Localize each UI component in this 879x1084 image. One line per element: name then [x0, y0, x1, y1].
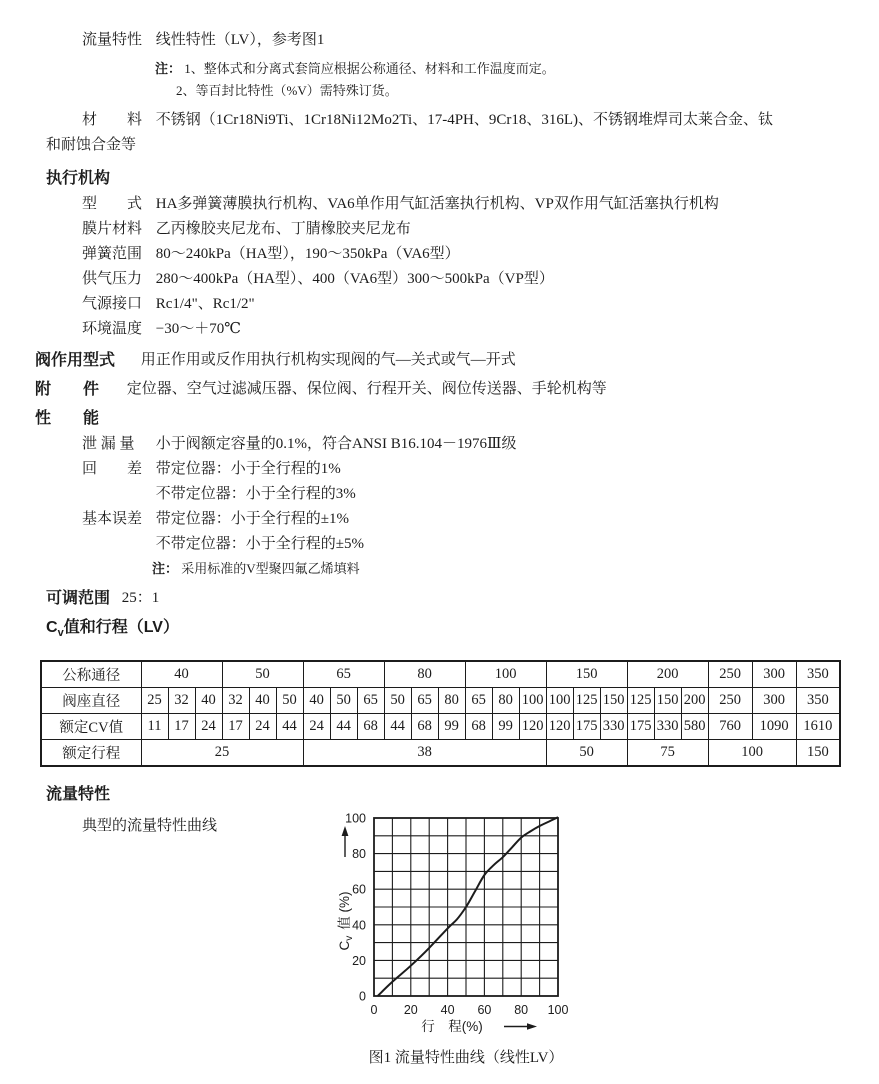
table-cell: 760 [708, 714, 752, 740]
table-cell: 1610 [796, 714, 840, 740]
y-tick-label: 0 [359, 989, 366, 1004]
table-cell: 80 [384, 661, 465, 688]
flow-characteristic-section [0, 781, 879, 1081]
accessories-row [0, 376, 879, 403]
spec-label: 环境温度 [82, 321, 143, 337]
row-header-cell: 公称通径 [41, 661, 141, 688]
table-cell: 125 [627, 688, 654, 714]
note-label: 注： [155, 61, 182, 76]
performance-row [0, 532, 879, 557]
table-cell: 99 [492, 714, 519, 740]
spec-value: 用正作用或反作用执行机构实现阀的气—关式或气—开式 [140, 352, 516, 368]
table-cell: 65 [411, 688, 438, 714]
performance-note [152, 557, 879, 581]
spec-label: 膜片材料 [82, 221, 143, 237]
note-text: 2、等百封比特性（%V）需特殊订货。 [176, 83, 398, 98]
performance-row [0, 482, 879, 507]
material-row [0, 108, 879, 133]
x-axis-label: 行 程(%) [421, 1019, 483, 1035]
x-tick-label: 0 [370, 1003, 378, 1018]
y-axis-label: $C_v$值 (%) [337, 891, 355, 951]
table-cell: 25 [141, 688, 168, 714]
valve-action-row [0, 347, 879, 374]
table-cell: 330 [654, 714, 681, 740]
table-cell: 24 [249, 714, 276, 740]
table-cell: 80 [438, 688, 465, 714]
flow-characteristic-row [0, 28, 879, 53]
table-cell: 200 [681, 688, 708, 714]
spec-label: 材 料 [82, 112, 143, 128]
table-cell: 50 [384, 688, 411, 714]
actuator-row [0, 317, 879, 342]
table-cell: 65 [303, 661, 384, 688]
spec-value: −30～＋70℃ [155, 321, 241, 337]
actuator-row [0, 267, 879, 292]
note-text: 采用标准的V型聚四氟乙烯填料 [181, 561, 360, 576]
actuator-row [0, 242, 879, 267]
spec-value: 线性特性（LV），参考图1 [155, 32, 325, 48]
table-cell: 44 [384, 714, 411, 740]
section-heading-rangeability: 可调范围 [46, 590, 111, 607]
table-cell: 120 [519, 714, 546, 740]
section-heading-flow: 流量特性 [46, 786, 111, 804]
table-cell: 40 [195, 688, 222, 714]
table-cell: 1090 [752, 714, 796, 740]
section-heading-accessories: 附 件 [35, 381, 100, 398]
table-cell: 17 [168, 714, 195, 740]
row-header-cell: 阀座直径 [41, 688, 141, 714]
note-text: 1、整体式和分离式套筒应根据公称通径、材料和工作温度而定。 [184, 61, 555, 76]
performance-heading-row [0, 405, 879, 432]
spec-value: 280～400kPa（HA型）、400（VA6型）300～500kPa（VP型） [155, 271, 554, 287]
table-cell: 100 [519, 688, 546, 714]
spec-value: 带定位器：小于全行程的±1% [155, 511, 349, 527]
table-cell: 330 [600, 714, 627, 740]
table-cell: 65 [465, 688, 492, 714]
x-tick-label: 60 [477, 1003, 492, 1018]
table-cell: 50 [546, 740, 627, 767]
y-tick-label: 60 [352, 882, 366, 897]
spec-value: 25：1 [121, 590, 160, 606]
table-cell: 40 [249, 688, 276, 714]
table-row [41, 714, 840, 740]
spec-label: 回 差 [82, 461, 143, 477]
actuator-row [0, 292, 879, 317]
cv-subscript: v [57, 627, 64, 640]
x-tick-label: 40 [440, 1003, 455, 1018]
spec-value: 不带定位器：小于全行程的3% [155, 486, 356, 502]
spec-value: 乙丙橡胶夹尼龙布、丁腈橡胶夹尼龙布 [155, 221, 411, 237]
table-cell: 580 [681, 714, 708, 740]
spec-label: 基本误差 [82, 511, 143, 527]
table-cell: 150 [546, 661, 627, 688]
spec-value: 带定位器：小于全行程的1% [155, 461, 341, 477]
spec-value: 小于阀额定容量的0.1%，符合ANSI B16.104－1976Ⅲ级 [155, 436, 517, 452]
y-tick-label: 40 [352, 918, 366, 933]
table-row [41, 688, 840, 714]
note-line-2 [176, 80, 879, 102]
table-cell: 38 [303, 740, 546, 767]
table-cell: 150 [796, 740, 840, 767]
table-row [41, 740, 840, 767]
spec-label: 流量特性 [82, 32, 143, 48]
table-cell: 32 [168, 688, 195, 714]
actuator-row [0, 217, 879, 242]
table-row [41, 661, 840, 688]
row-header-cell: 额定行程 [41, 740, 141, 767]
flow-characteristic-chart [300, 793, 600, 1045]
spec-value: 不锈钢（1Cr18Ni9Ti、1Cr18Ni12Mo2Ti、17-4PH、9Cr18、316L)、不锈钢堆焊司太莱合金、钛 [155, 112, 774, 128]
table-cell: 50 [276, 688, 303, 714]
spec-label: 泄 漏 量 [82, 436, 135, 452]
table-cell: 150 [654, 688, 681, 714]
table-cell: 99 [438, 714, 465, 740]
table-cell: 11 [141, 714, 168, 740]
spec-label: 型 式 [82, 196, 143, 212]
table-cell: 50 [330, 688, 357, 714]
cv-rest: 值和行程（LV） [63, 619, 179, 636]
section-heading-performance: 性 能 [35, 410, 100, 427]
table-cell: 75 [627, 740, 708, 767]
y-tick-label: 100 [345, 811, 366, 826]
spec-value: HA多弹簧薄膜执行机构、VA6单作用气缸活塞执行机构、VP双作用气缸活塞执行机构 [155, 196, 719, 212]
row-header-cell: 额定CV值 [41, 714, 141, 740]
table-cell: 250 [708, 661, 752, 688]
table-cell: 40 [303, 688, 330, 714]
spec-value: Rc1/4"、Rc1/2" [155, 296, 255, 312]
table-cell: 24 [303, 714, 330, 740]
cv-travel-table [40, 660, 841, 767]
table-cell: 250 [708, 688, 752, 714]
table-cell: 120 [546, 714, 573, 740]
chart-intro-text: 典型的流量特性曲线 [82, 818, 218, 835]
y-axis-arrow-icon [342, 826, 349, 857]
table-cell: 200 [627, 661, 708, 688]
x-tick-label: 80 [514, 1003, 529, 1018]
x-tick-label: 100 [547, 1003, 569, 1018]
table-cell: 24 [195, 714, 222, 740]
table-cell: 68 [465, 714, 492, 740]
table-cell: 125 [573, 688, 600, 714]
table-cell: 175 [573, 714, 600, 740]
table-cell: 100 [465, 661, 546, 688]
chart-caption: 图1 流量特性曲线（线性LV） [368, 1050, 564, 1067]
table-cell: 68 [357, 714, 384, 740]
table-cell: 40 [141, 661, 222, 688]
section-heading-actuator: 执行机构 [46, 170, 111, 187]
table-cell: 65 [357, 688, 384, 714]
actuator-row [0, 192, 879, 217]
table-cell: 32 [222, 688, 249, 714]
table-cell: 44 [330, 714, 357, 740]
spec-value: 定位器、空气过滤减压器、保位阀、行程开关、阀位传送器、手轮机构等 [126, 381, 607, 397]
table-cell: 100 [708, 740, 796, 767]
performance-row [0, 457, 879, 482]
section-heading-cv-travel [46, 614, 879, 647]
table-cell: 44 [276, 714, 303, 740]
axis-tick-labels [345, 812, 568, 1018]
table-cell: 17 [222, 714, 249, 740]
note-line-1 [155, 58, 879, 80]
y-tick-label: 20 [352, 954, 366, 969]
table-cell: 300 [752, 661, 796, 688]
y-tick-label: 80 [352, 847, 366, 862]
spec-value: 80～240kPa（HA型），190～350kPa（VA6型） [155, 246, 460, 262]
material-continuation: 和耐蚀合金等 [46, 137, 137, 153]
table-cell: 50 [222, 661, 303, 688]
spec-label: 供气压力 [82, 271, 143, 287]
x-tick-label: 20 [403, 1003, 418, 1018]
rangeability-row [0, 585, 879, 612]
performance-row [0, 507, 879, 532]
table-cell: 300 [752, 688, 796, 714]
table-cell: 175 [627, 714, 654, 740]
table-cell: 350 [796, 688, 840, 714]
table-cell: 80 [492, 688, 519, 714]
table-cell: 150 [600, 688, 627, 714]
section-heading-valve-action: 阀作用型式 [35, 352, 116, 369]
x-axis-arrow-icon [504, 1023, 537, 1030]
cv-prefix: C [46, 619, 58, 636]
table-cell: 100 [546, 688, 573, 714]
spec-label: 气源接口 [82, 296, 143, 312]
table-cell: 350 [796, 661, 840, 688]
table-cell: 25 [141, 740, 303, 767]
note-label: 注： [152, 561, 179, 576]
table-cell: 68 [411, 714, 438, 740]
performance-row [0, 432, 879, 457]
spec-label: 弹簧范围 [82, 246, 143, 262]
spec-value: 不带定位器：小于全行程的±5% [155, 536, 364, 552]
